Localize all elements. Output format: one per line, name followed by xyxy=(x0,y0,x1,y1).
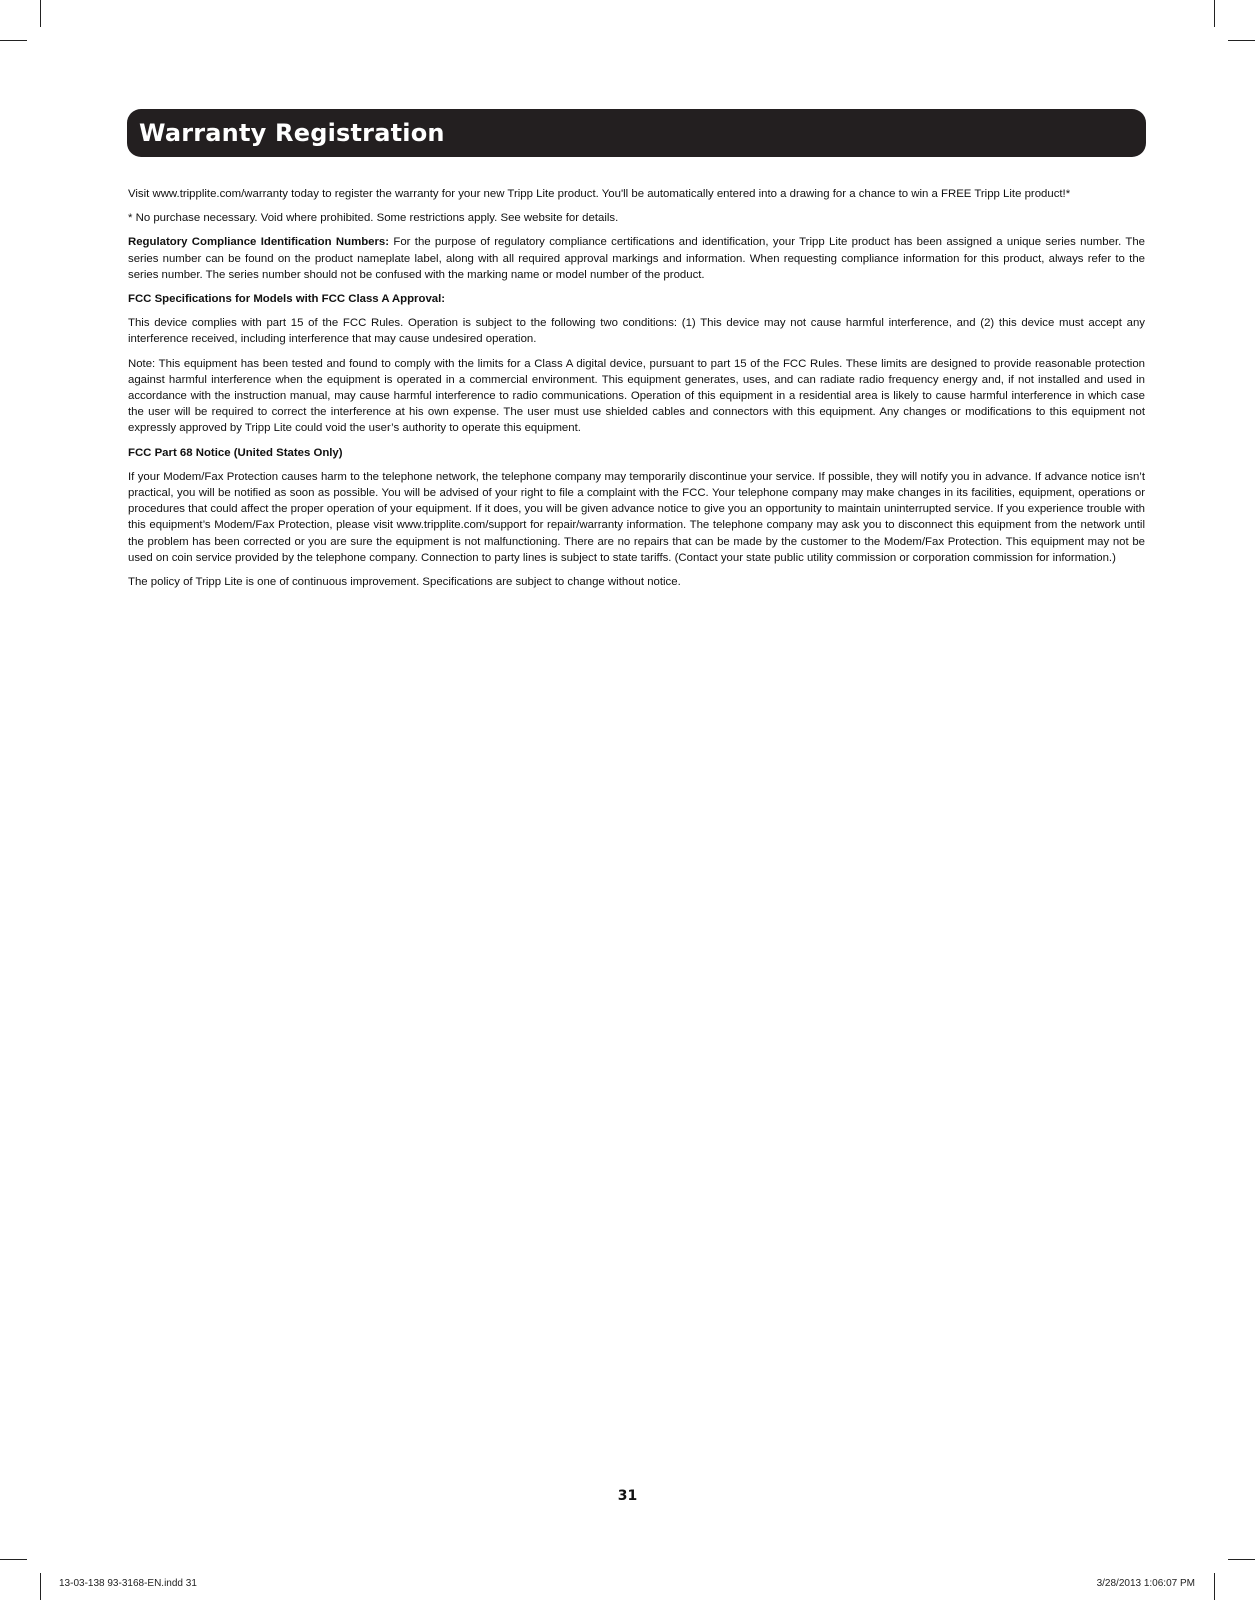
section-header xyxy=(127,109,1146,157)
crop-mark xyxy=(40,0,41,27)
regulatory-text: For the purpose of regulatory compliance certifications and identification, your Tripp Lite product has been assigned a unique series number. The series number can be found on the product nameplate label, along with all required approval markings and information. When requesting compliance information for this product, always refer to the series number. The series number should not be confused with the marking name or model number of the product. xyxy=(128,236,1146,281)
regulatory-paragraph xyxy=(128,234,1145,283)
timestamp-slug: 3/28/2013 1:06:07 PM xyxy=(1096,1578,1195,1589)
page-title: Warranty Registration xyxy=(139,119,445,147)
crop-mark xyxy=(1214,1573,1215,1600)
fcc-part68-paragraph: If your Modem/Fax Protection causes harm to the telephone network, the telephone company may temporarily discontinue your service. If possible, they will notify you in advance. If advance notice isn’t practical, you will be notified as soon as possible. You will be advised of your right to file a complaint with the FCC. Your telephone company may make changes in its facilities, equipment, operations or procedures that could affect the proper operation of your equipment. If it does, you will be given advance notice to give you an opportunity to maintain uninterrupted service. If you experience trouble with this equipment’s Modem/Fax Protection, please visit www.tripplite.com/support for repair/warranty information. The telephone company may ask you to disconnect this equipment from the network until the problem has been corrected or you are sure the equipment is not malfunctioning. There are no repairs that can be made by the customer to the Modem/Fax Protection. This equipment may not be used on coin service provided by the telephone company. Connection to party lines is subject to state tariffs. (Contact your state public utility commission or corporation commission for information.) xyxy=(128,470,1145,564)
file-slug: 13-03-138 93-3168-EN.indd 31 xyxy=(59,1578,197,1589)
fcc-note-paragraph: Note: This equipment has been tested and found to comply with the limits for a Class A digital device, pursuant to part 15 of the FCC Rules. These limits are designed to provide reasonable protection against harmful interference when the equipment is operated in a commercial environment. This equipment generates, uses, and can radiate radio frequency energy and, if not installed and used in accordance with the instruction manual, may cause harmful interference to radio communications. Operation of this equipment in a residential area is likely to cause harmful interference in which case the user will be required to correct the interference at his own expense. The user must use shielded cables and connectors with this equipment. Any changes or modifications to this equipment not expressly approved by Tripp Lite could void the user’s authority to operate this equipment. xyxy=(128,357,1145,435)
page-number: 31 xyxy=(617,1488,638,1504)
disclaimer-paragraph: * No purchase necessary. Void where prohibited. Some restrictions apply. See website for details. xyxy=(128,212,619,225)
crop-mark xyxy=(0,1559,27,1560)
crop-mark xyxy=(40,1573,41,1600)
fcc-part68-heading: FCC Part 68 Notice (United States Only) xyxy=(128,446,343,459)
crop-mark xyxy=(1228,1559,1255,1560)
warranty-paragraph: Visit www.tripplite.com/warranty today to register the warranty for your new Tripp Lite product. You'll be automatically entered into a drawing for a chance to win a FREE Tripp Lite product!* xyxy=(128,188,1071,200)
crop-mark xyxy=(0,40,27,41)
fcc-compliance-paragraph: This device complies with part 15 of the FCC Rules. Operation is subject to the following two conditions: (1) This device may not cause harmful interference, and (2) this device must accept any interference received, including interference that may cause undesired operation. xyxy=(128,317,1145,346)
crop-mark xyxy=(1228,40,1255,41)
document-body xyxy=(128,186,1145,598)
fcc-class-a-heading: FCC Specifications for Models with FCC Class A Approval: xyxy=(128,293,446,306)
crop-mark xyxy=(1214,0,1215,27)
policy-paragraph: The policy of Tripp Lite is one of continuous improvement. Specifications are subject to change without notice. xyxy=(128,576,681,589)
regulatory-heading: Regulatory Compliance Identification Numbers: xyxy=(128,236,390,249)
